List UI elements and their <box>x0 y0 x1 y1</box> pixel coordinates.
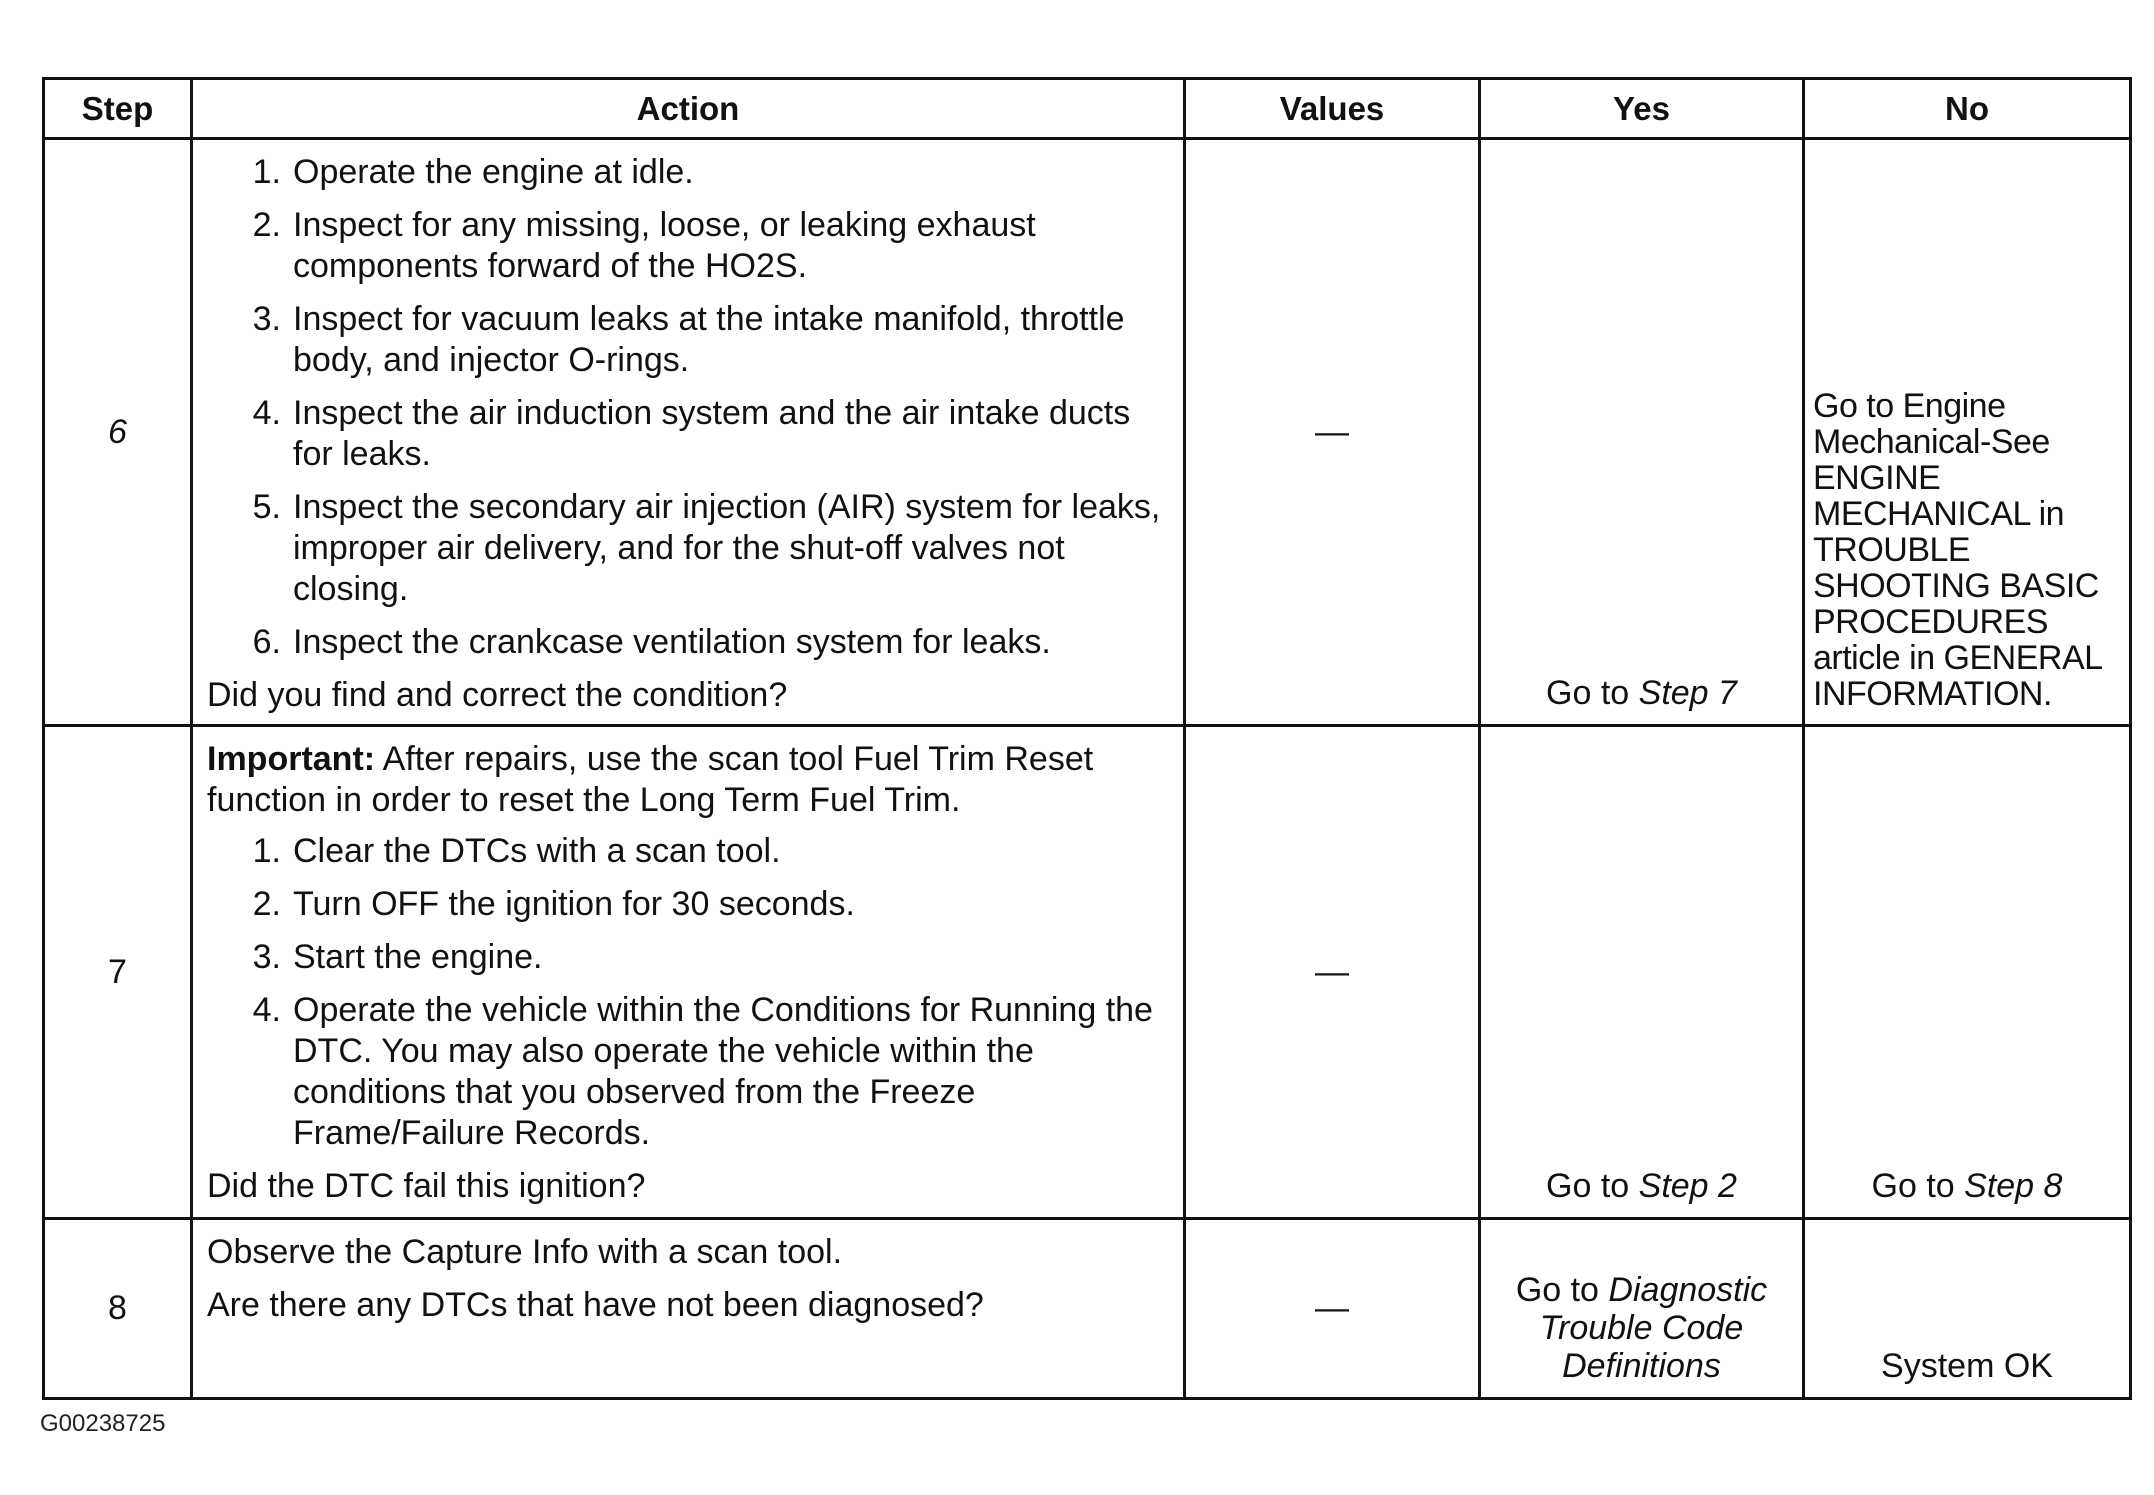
step-link[interactable]: Step 2 <box>1638 1167 1737 1205</box>
step-link[interactable]: Step 7 <box>1638 674 1737 712</box>
list-item: 3. Inspect for vacuum leaks at the intake manifold, throttle body, and injector O-rings. <box>252 300 1125 379</box>
yes-cell: Go to Diagnostic Trouble Code Definitions <box>1480 1219 1804 1399</box>
yes-cell: Go to Step 2 <box>1480 726 1804 1219</box>
table-row-step-6 <box>44 139 2131 726</box>
list-item: 4. Inspect the air induction system and the air intake ducts for leaks. <box>252 394 1131 473</box>
table-row-step-8 <box>44 1219 2131 1399</box>
figure-id: G00238725 <box>40 1410 166 1437</box>
values-cell: — <box>1185 139 1480 726</box>
step-number: 6 <box>44 139 192 726</box>
no-cell: Go to Step 8 <box>1804 726 2131 1219</box>
action-question: Did the DTC fail this ignition? <box>207 1167 646 1205</box>
header-row <box>44 79 2131 139</box>
header-yes: Yes <box>1480 79 1804 139</box>
action-cell <box>192 726 1185 1219</box>
action-line: Observe the Capture Info with a scan tool. <box>207 1233 843 1271</box>
header-action: Action <box>192 79 1185 139</box>
no-cell <box>1804 139 2131 726</box>
action-question: Are there any DTCs that have not been diagnosed? <box>207 1286 984 1324</box>
diagnostic-link[interactable]: Diagnostic Trouble Code Definitions <box>1539 1271 1768 1385</box>
list-item: 2. Turn OFF the ignition for 30 seconds. <box>252 885 855 923</box>
yes-cell: Go to Step 7 <box>1480 139 1804 726</box>
header-values: Values <box>1185 79 1480 139</box>
no-cell <box>1804 1219 2131 1399</box>
step-link[interactable]: Step 8 <box>1964 1167 2063 1205</box>
list-item: 3. Start the engine. <box>252 938 543 976</box>
list-item: 1. Operate the engine at idle. <box>252 153 694 191</box>
step-number: 7 <box>44 726 192 1219</box>
action-list <box>207 152 1169 663</box>
diagnostic-table <box>42 77 2132 1400</box>
important-note: Important: After repairs, use the scan tool Fuel Trim Reset function in order to reset the Long Term Fuel Trim. <box>207 740 1094 819</box>
action-question: Did you find and correct the condition? <box>207 676 788 714</box>
table-row-step-7 <box>44 726 2131 1219</box>
list-item: 5. Inspect the secondary air injection (AIR) system for leaks, improper air delivery, and for the shut-off valves not closing. <box>252 488 1161 608</box>
action-cell <box>192 1219 1185 1399</box>
action-list <box>207 831 1169 1154</box>
values-cell: — <box>1185 1219 1480 1399</box>
list-item: 1. Clear the DTCs with a scan tool. <box>252 832 781 870</box>
no-text: System OK <box>1881 1347 2053 1385</box>
header-no: No <box>1804 79 2131 139</box>
values-cell: — <box>1185 726 1480 1219</box>
no-text: Go to Engine Mechanical-See ENGINE MECHANICAL in TROUBLE SHOOTING BASIC PROCEDURES article in GENERAL INFORMATION. <box>1813 387 2102 713</box>
header-step: Step <box>44 79 192 139</box>
list-item: 6. Inspect the crankcase ventilation system for leaks. <box>252 623 1051 661</box>
action-cell <box>192 139 1185 726</box>
step-number: 8 <box>44 1219 192 1399</box>
list-item: 2. Inspect for any missing, loose, or leaking exhaust components forward of the HO2S. <box>252 206 1036 285</box>
list-item: 4. Operate the vehicle within the Conditions for Running the DTC. You may also operate the vehicle within the conditions that you observed from the Freeze Frame/Failure Records. <box>252 991 1153 1152</box>
